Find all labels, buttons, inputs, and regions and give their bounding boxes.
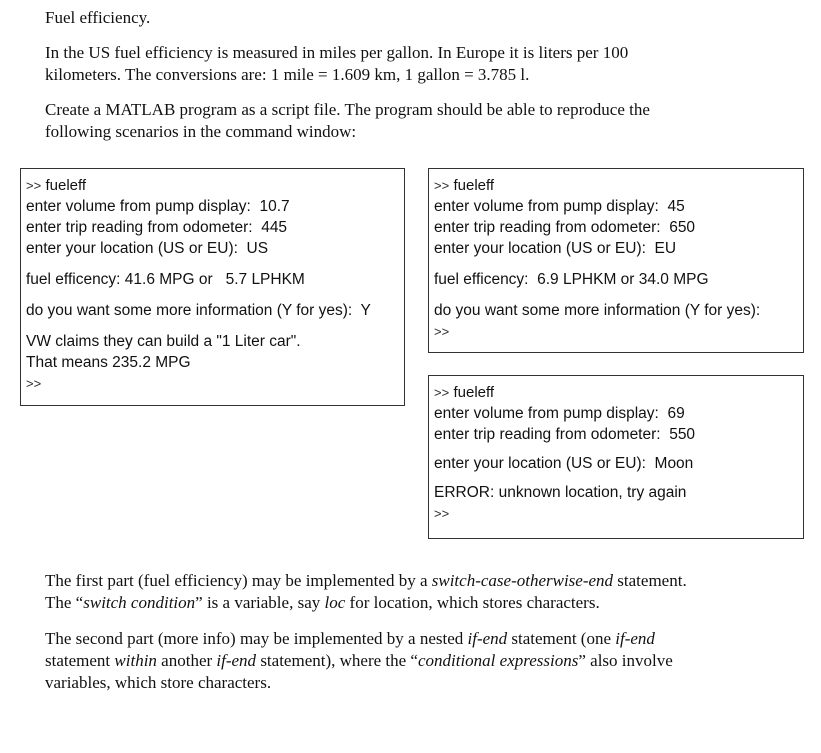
console-end-prompt: >>	[434, 324, 450, 339]
hint-if-line-2: statement within another if-end statement), where the “conditional expressions” also involve	[45, 651, 673, 670]
vw-claim-line: VW claims they can build a "1 Liter car".	[26, 333, 301, 350]
within-term: within	[114, 651, 157, 670]
intro-line-2: kilometers. The conversions are: 1 mile = 1.609 km, 1 gallon = 3.785 l.	[45, 65, 530, 84]
location-line: enter your location (US or EU): EU	[434, 240, 677, 257]
console-command: fueleff	[453, 177, 495, 194]
trip-line: enter trip reading from odometer: 445	[26, 219, 288, 236]
if-end-term: if-end	[467, 629, 508, 648]
error-line: ERROR: unknown location, try again	[434, 484, 687, 501]
switch-condition-term: switch condition	[83, 593, 196, 612]
console-prompt: >>	[26, 178, 42, 193]
hint-switch-line-2: The “switch condition” is a variable, say loc for location, which stores characters.	[45, 593, 600, 612]
intro-line-1: In the US fuel efficiency is measured in miles per gallon. In Europe it is liters per 100	[45, 43, 629, 62]
conditional-expressions-term: conditional expressions	[417, 651, 579, 670]
intro-paragraph	[45, 42, 785, 86]
trip-line: enter trip reading from odometer: 550	[434, 426, 696, 443]
console-example-moon	[428, 375, 804, 539]
trip-line: enter trip reading from odometer: 650	[434, 219, 696, 236]
console-example-eu	[428, 168, 804, 353]
volume-line: enter volume from pump display: 69	[434, 405, 685, 422]
more-info-line: do you want some more information (Y for yes):	[434, 302, 761, 319]
hint-switch-paragraph	[45, 570, 785, 614]
loc-term: loc	[324, 593, 346, 612]
volume-line: enter volume from pump display: 45	[434, 198, 685, 215]
task-line-1: Create a MATLAB program as a script file. The program should be able to reproduce the	[45, 100, 650, 119]
console-end-prompt: >>	[434, 506, 450, 521]
location-line: enter your location (US or EU): US	[26, 240, 269, 257]
hint-if-paragraph	[45, 628, 785, 694]
location-line: enter your location (US or EU): Moon	[434, 455, 694, 472]
efficiency-line: fuel efficency: 6.9 LPHKM or 34.0 MPG	[434, 271, 709, 288]
switch-term: switch-case-otherwise-end	[431, 571, 614, 590]
if-end-term: if-end	[216, 651, 257, 670]
console-example-us	[20, 168, 405, 406]
if-end-term: if-end	[615, 629, 655, 648]
console-prompt: >>	[434, 178, 450, 193]
efficiency-line: fuel efficency: 41.6 MPG or 5.7 LPHKM	[26, 271, 305, 288]
more-info-line: do you want some more information (Y for yes): Y	[26, 302, 371, 319]
console-command: fueleff	[45, 177, 87, 194]
means-line: That means 235.2 MPG	[26, 354, 191, 371]
task-paragraph	[45, 99, 785, 143]
task-line-2: following scenarios in the command window:	[45, 122, 357, 141]
page-heading: Fuel efficiency.	[45, 8, 151, 27]
console-command: fueleff	[453, 384, 495, 401]
hint-switch-line-1: The first part (fuel efficiency) may be implemented by a switch-case-otherwise-end statement.	[45, 571, 687, 590]
console-end-prompt: >>	[26, 376, 42, 391]
hint-if-line-1: The second part (more info) may be implemented by a nested if-end statement (one if-end	[45, 629, 655, 648]
console-prompt: >>	[434, 385, 450, 400]
hint-if-line-3: variables, which store characters.	[45, 673, 272, 692]
volume-line: enter volume from pump display: 10.7	[26, 198, 290, 215]
